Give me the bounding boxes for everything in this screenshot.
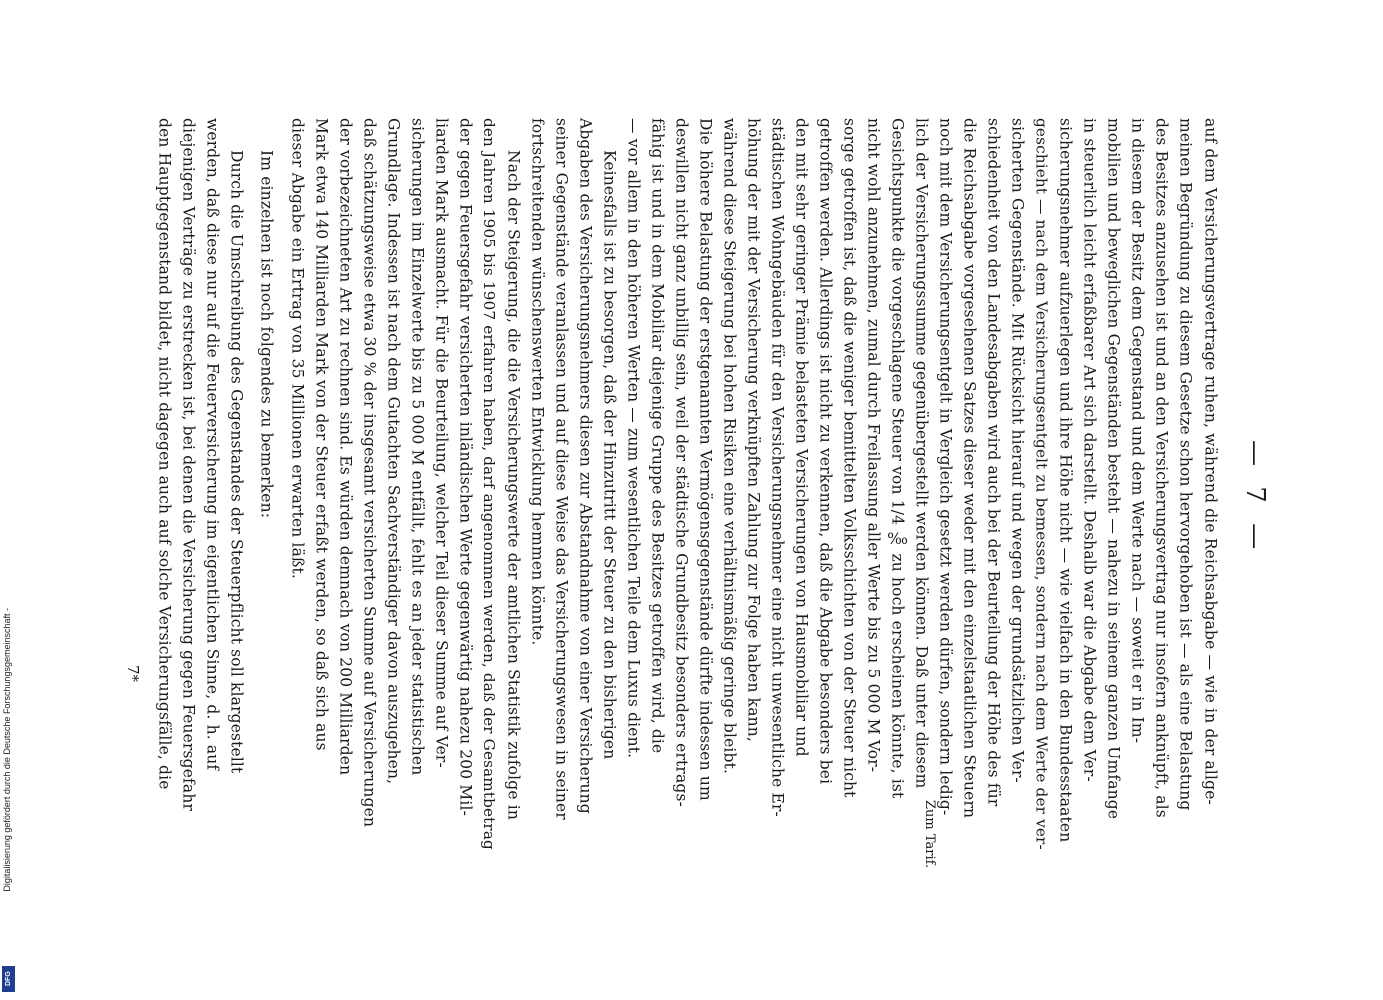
text-line: Im einzelnen ist noch folgendes zu bemerken: — [257, 150, 276, 519]
signature-mark: 7* — [124, 665, 142, 683]
text-line: die Reichsabgabe vorgesehenen Satzes dieser weder mit den einzelstaatlichen Steuern — [960, 118, 979, 819]
text-line: Mark etwa 140 Milliarden Mark von der Steuer erfaßt werden, so daß sich aus — [312, 118, 331, 751]
text-line: sicherten Gegenstände. Mit Rücksicht hierauf und wegen der grundsätzlichen Ver- — [1008, 118, 1027, 783]
text-line: werden, daß diese nur auf die Feuerversicherung im eigentlichen Sinne, d. h. auf — [203, 118, 222, 771]
text-line: deswillen nicht ganz unbillig sein, weil der städtische Grundbesitz besonders ertrags- — [672, 118, 691, 807]
text-line: fortschreitenden wünschenswerten Entwicklung hemmen könnte. — [528, 118, 547, 646]
text-line: Durch die Umschreibung des Gegenstandes der Steuerpflicht soll klargestellt — [227, 150, 246, 774]
text-line: noch mit dem Versicherungsentgelt in Vergleich gesetzt werden dürfen, sondern ledig- — [936, 118, 955, 816]
dfg-logo: DFG — [2, 966, 15, 992]
text-line: — vor allem in den höheren Werten — zum wesentlichen Teile dem Luxus dient. — [624, 118, 643, 759]
text-line: Gesichtspunkte die vorgeschlagene Steuer von 1/4 ‰ zu hoch erscheinen könnte, ist — [888, 118, 907, 799]
text-line: schiedenheit von den Landesabgaben wird auch bei der Beurteilung der Höhe des für — [984, 118, 1003, 807]
text-line: städtischen Wohngebäuden für den Versicherungsnehmer eine nicht unwesentliche Er- — [768, 118, 787, 817]
text-line: sicherungsnehmer aufzuerlegen und ihre Höhe nicht — wie vielfach in den Bundesstaaten — [1056, 118, 1075, 843]
text-line: daß schätzungsweise etwa 30 % der insgesamt versicherten Summe auf Versicherungen — [360, 118, 379, 828]
text-line: fähig ist und in dem Mobiliar diejenige Gruppe des Besitzes getroffen wird, die — [648, 118, 667, 754]
text-line: getroffen werden. Allerdings ist nicht zu verkennen, daß die Abgabe besonders bei — [816, 118, 835, 785]
text-line: in steuerlich leicht erfaßbarer Art sich darstellt. Deshalb war die Abgabe dem Ver- — [1080, 118, 1099, 782]
text-line: den mit sehr geringer Prämie belasteten Versicherungen von Hausmobiliar und — [792, 118, 811, 757]
text-line: geschieht — nach dem Versicherungsentgelt zu bemessen, sondern nach dem Werte der ver- — [1032, 118, 1051, 850]
text-line: mobilien und beweglichen Gegenständen besteht — nahezu in seinem ganzen Umfange — [1104, 118, 1123, 820]
text-line: Keinesfalls ist zu besorgen, daß der Hinzutritt der Steuer zu den bisherigen — [600, 150, 619, 760]
text-line: Abgaben des Versicherungsnehmers diesen zur Abstandnahme von einer Versicherung — [576, 118, 595, 814]
text-line: Die höhere Belastung der erstgenannten Vermögensgegenstände dürfte indessen um — [696, 118, 715, 801]
digitization-credit — [0, 0, 18, 1000]
text-line: auf dem Versicherungsvertrage ruhen, während die Reichsabgabe — wie in der allge- — [1201, 118, 1220, 805]
text-line: Nach der Steigerung, die die Versicherungswerte der amtlichen Statistik zufolge in — [504, 150, 523, 820]
text-line: liarden Mark ausmacht. Für die Beurteilung, welcher Teil dieser Summe auf Ver- — [432, 118, 451, 768]
text-line: den Jahren 1905 bis 1907 erfahren haben, darf angenommen werden, daß der Gesamtbetrag — [480, 118, 499, 850]
text-line: sorge getroffen ist, daß die weniger bemittelten Volksschichten von der Steuer nicht — [840, 118, 859, 798]
text-line: meinen Begründung zu diesem Gesetze schon hervorgehoben ist — als eine Belastung — [1176, 118, 1195, 811]
text-line: seiner Gegenstände veranlassen und auf diese Weise das Versicherungswesen in seiner — [552, 118, 571, 820]
footer-credit: Digitalisierung gefördert durch die Deutsche Forschungsgemeinschaft - — [2, 608, 12, 892]
text-line: des Besitzes anzusehen ist und an den Versicherungsvertrag nur insofern anknüpft, als — [1152, 118, 1171, 818]
text-line: nicht wohl anzunehmen, zumal durch Freilassung aller Werte bis zu 5 000 M Vor- — [864, 118, 883, 773]
text-line: dieser Abgabe ein Ertrag von 35 Millionen erwarten läßt. — [288, 118, 307, 579]
text-line: diejenigen Verträge zu erstrecken ist, bei denen die Versicherung gegen Feuersgefahr — [179, 118, 198, 812]
page-number: — 7 — — [1240, 440, 1270, 556]
text-line: während diese Steigerung bei hohen Risiken eine verhältnismäßig geringe bleibt. — [720, 118, 739, 775]
text-line: der vorbezeichneten Art zu rechnen sind. Es würden demnach von 200 Milliarden — [336, 118, 355, 776]
text-line: sicherungen im Einzelwerte bis zu 5 000 M entfällt, fehlt es an jeder statistischen — [408, 118, 427, 776]
text-line: in diesem der Besitz dem Gegenstand und dem Werte nach — soweit er in Im- — [1128, 118, 1147, 744]
text-line: den Hauptgegenstand bildet, nicht dagegen auch auf solche Versicherungsfälle, die — [155, 118, 174, 790]
margin-note: Zum Tarif. — [922, 800, 937, 869]
text-line: lich der Versicherungssumme gegenübergestellt werden können. Daß unter diesem — [912, 118, 931, 789]
text-line: höhung der mit der Versicherung verknüpften Zahlung zur Folge haben kann, — [744, 118, 763, 742]
text-line: Grundlage. Indessen ist nach dem Gutachten Sachverständiger davon auszugehen, — [384, 118, 403, 785]
text-line: der gegen Feuersgefahr versicherten inländischen Werte gegenwärtig nahezu 200 Mil- — [456, 118, 475, 817]
